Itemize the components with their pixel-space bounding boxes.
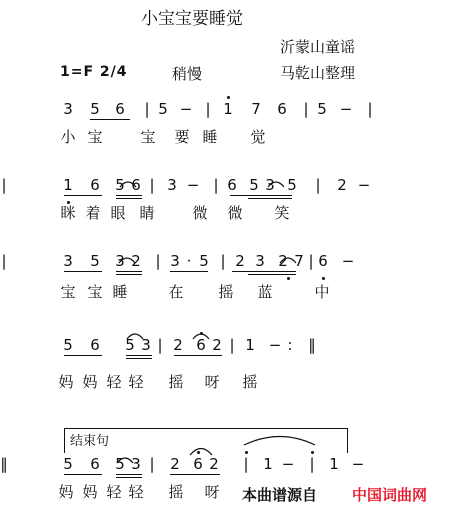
note: 1 bbox=[223, 100, 233, 118]
note: 3 bbox=[63, 252, 73, 270]
barline: | bbox=[309, 455, 315, 473]
lyric-char: 宝 bbox=[140, 128, 156, 146]
note: − bbox=[341, 252, 355, 270]
note: 2 bbox=[173, 336, 183, 354]
lyric-char: 在 bbox=[168, 283, 184, 301]
lyric-char: 妈 bbox=[82, 373, 98, 391]
note: 3 bbox=[141, 336, 151, 354]
note: 1 bbox=[263, 455, 273, 473]
note: 6 bbox=[90, 455, 100, 473]
lyric-char: 睡 bbox=[112, 283, 128, 301]
note: 2 bbox=[278, 252, 288, 270]
lyric-char: 轻 bbox=[106, 483, 122, 501]
note: 6 bbox=[131, 176, 141, 194]
barline: | bbox=[308, 252, 314, 270]
note: 6 bbox=[90, 176, 100, 194]
note: 5 bbox=[90, 100, 100, 118]
lyric-char: 微 bbox=[192, 204, 208, 222]
note: − bbox=[351, 455, 365, 473]
lyric-char: 宝 bbox=[87, 128, 103, 146]
barline: | bbox=[1, 176, 7, 194]
lyric-char: 觉 bbox=[250, 128, 266, 146]
lyric-char: 睡 bbox=[202, 128, 218, 146]
barline: : bbox=[287, 336, 293, 354]
note: 3 bbox=[63, 100, 73, 118]
note: 1 bbox=[245, 336, 255, 354]
lyric-char: 眼 bbox=[110, 204, 126, 222]
barline: | bbox=[157, 336, 163, 354]
note: 3 bbox=[131, 455, 141, 473]
note: 6 bbox=[90, 336, 100, 354]
lyric-char: 轻 bbox=[106, 373, 122, 391]
note: 6 bbox=[115, 100, 125, 118]
lyric-char: 摇 bbox=[168, 483, 184, 501]
note: 5 bbox=[317, 100, 327, 118]
lyric-char: 宝 bbox=[87, 283, 103, 301]
note: 2 bbox=[209, 455, 219, 473]
note: 5 bbox=[63, 455, 73, 473]
lyric-char: 中 bbox=[314, 283, 330, 301]
note: 6 bbox=[196, 336, 206, 354]
note: 3 bbox=[167, 176, 177, 194]
lyric-char: 妈 bbox=[58, 373, 74, 391]
slur bbox=[190, 449, 212, 456]
lyric-char: 宝 bbox=[60, 283, 76, 301]
barline: | bbox=[1, 252, 7, 270]
lyric-char: 睛 bbox=[139, 204, 155, 222]
note: − bbox=[179, 100, 193, 118]
note: 7 bbox=[294, 252, 304, 270]
slur bbox=[117, 458, 133, 463]
credit-source: 沂蒙山童谣 bbox=[280, 38, 356, 56]
lyric-char: 蓝 bbox=[257, 283, 273, 301]
note: 1 bbox=[63, 176, 73, 194]
footer-source-text: 本曲谱源自 bbox=[242, 486, 318, 504]
slur bbox=[127, 334, 143, 339]
note: · bbox=[186, 252, 192, 270]
lyric-char: 妈 bbox=[58, 483, 74, 501]
lyric-char: 妈 bbox=[82, 483, 98, 501]
barline: | bbox=[367, 100, 373, 118]
note: − bbox=[268, 336, 282, 354]
note: 7 bbox=[251, 100, 261, 118]
barline: | bbox=[144, 100, 150, 118]
lyric-char: 微 bbox=[227, 204, 243, 222]
tempo-marking: 稍慢 bbox=[172, 65, 203, 83]
lyric-char: 笑 bbox=[274, 204, 290, 222]
note: 5 bbox=[125, 336, 135, 354]
song-title: 小宝宝要睡觉 bbox=[141, 9, 243, 29]
note: 5 bbox=[115, 176, 125, 194]
lyric-char: 呀 bbox=[204, 373, 220, 391]
slur bbox=[120, 182, 136, 187]
note: 3 bbox=[115, 252, 125, 270]
note: 5 bbox=[115, 455, 125, 473]
note: − bbox=[357, 176, 371, 194]
lyric-char: 眯 bbox=[60, 204, 76, 222]
barline: | bbox=[205, 100, 211, 118]
note: 2 bbox=[235, 252, 245, 270]
lyric-char: 要 bbox=[174, 128, 190, 146]
note: 3 bbox=[170, 252, 180, 270]
note: 2 bbox=[170, 455, 180, 473]
note: 2 bbox=[212, 336, 222, 354]
lyric-char: 摇 bbox=[242, 373, 258, 391]
barline: | bbox=[229, 336, 235, 354]
note: 2 bbox=[337, 176, 347, 194]
slur bbox=[280, 258, 296, 263]
lyric-char: 摇 bbox=[168, 373, 184, 391]
barline: | bbox=[220, 252, 226, 270]
barline: | bbox=[149, 455, 155, 473]
barline: | bbox=[155, 252, 161, 270]
note: − bbox=[339, 100, 353, 118]
note: 6 bbox=[318, 252, 328, 270]
lyric-char: 呀 bbox=[204, 483, 220, 501]
note: − bbox=[186, 176, 200, 194]
lyric-char: 着 bbox=[85, 204, 101, 222]
slur bbox=[244, 437, 315, 446]
slur bbox=[119, 258, 135, 263]
lyric-char: 小 bbox=[60, 128, 76, 146]
barline: | bbox=[315, 176, 321, 194]
note: 6 bbox=[277, 100, 287, 118]
barline: | bbox=[243, 455, 249, 473]
barline: ‖ bbox=[308, 336, 316, 354]
ending-label: 结束句 bbox=[70, 434, 110, 449]
note: 5 bbox=[158, 100, 168, 118]
note: 6 bbox=[193, 455, 203, 473]
barline: | bbox=[149, 176, 155, 194]
slur bbox=[268, 182, 284, 187]
barline: | bbox=[303, 100, 309, 118]
barline: | bbox=[213, 176, 219, 194]
credit-arranger: 马乾山整理 bbox=[280, 64, 356, 82]
slur bbox=[193, 334, 209, 339]
footer-site-link[interactable]: 中国词曲网 bbox=[352, 486, 428, 504]
note: 5 bbox=[199, 252, 209, 270]
lyric-char: 轻 bbox=[128, 483, 144, 501]
note: − bbox=[281, 455, 295, 473]
note: 5 bbox=[287, 176, 297, 194]
note: 6 bbox=[227, 176, 237, 194]
lyric-char: 轻 bbox=[128, 373, 144, 391]
note: 3 bbox=[265, 176, 275, 194]
note: 2 bbox=[131, 252, 141, 270]
note: 5 bbox=[90, 252, 100, 270]
note: 5 bbox=[63, 336, 73, 354]
note: 5 bbox=[249, 176, 259, 194]
lyric-char: 摇 bbox=[218, 283, 234, 301]
barline: ‖ bbox=[0, 455, 8, 473]
note: 1 bbox=[329, 455, 339, 473]
note: 3 bbox=[255, 252, 265, 270]
key-time-signature: 1=F 2/4 bbox=[60, 64, 128, 80]
